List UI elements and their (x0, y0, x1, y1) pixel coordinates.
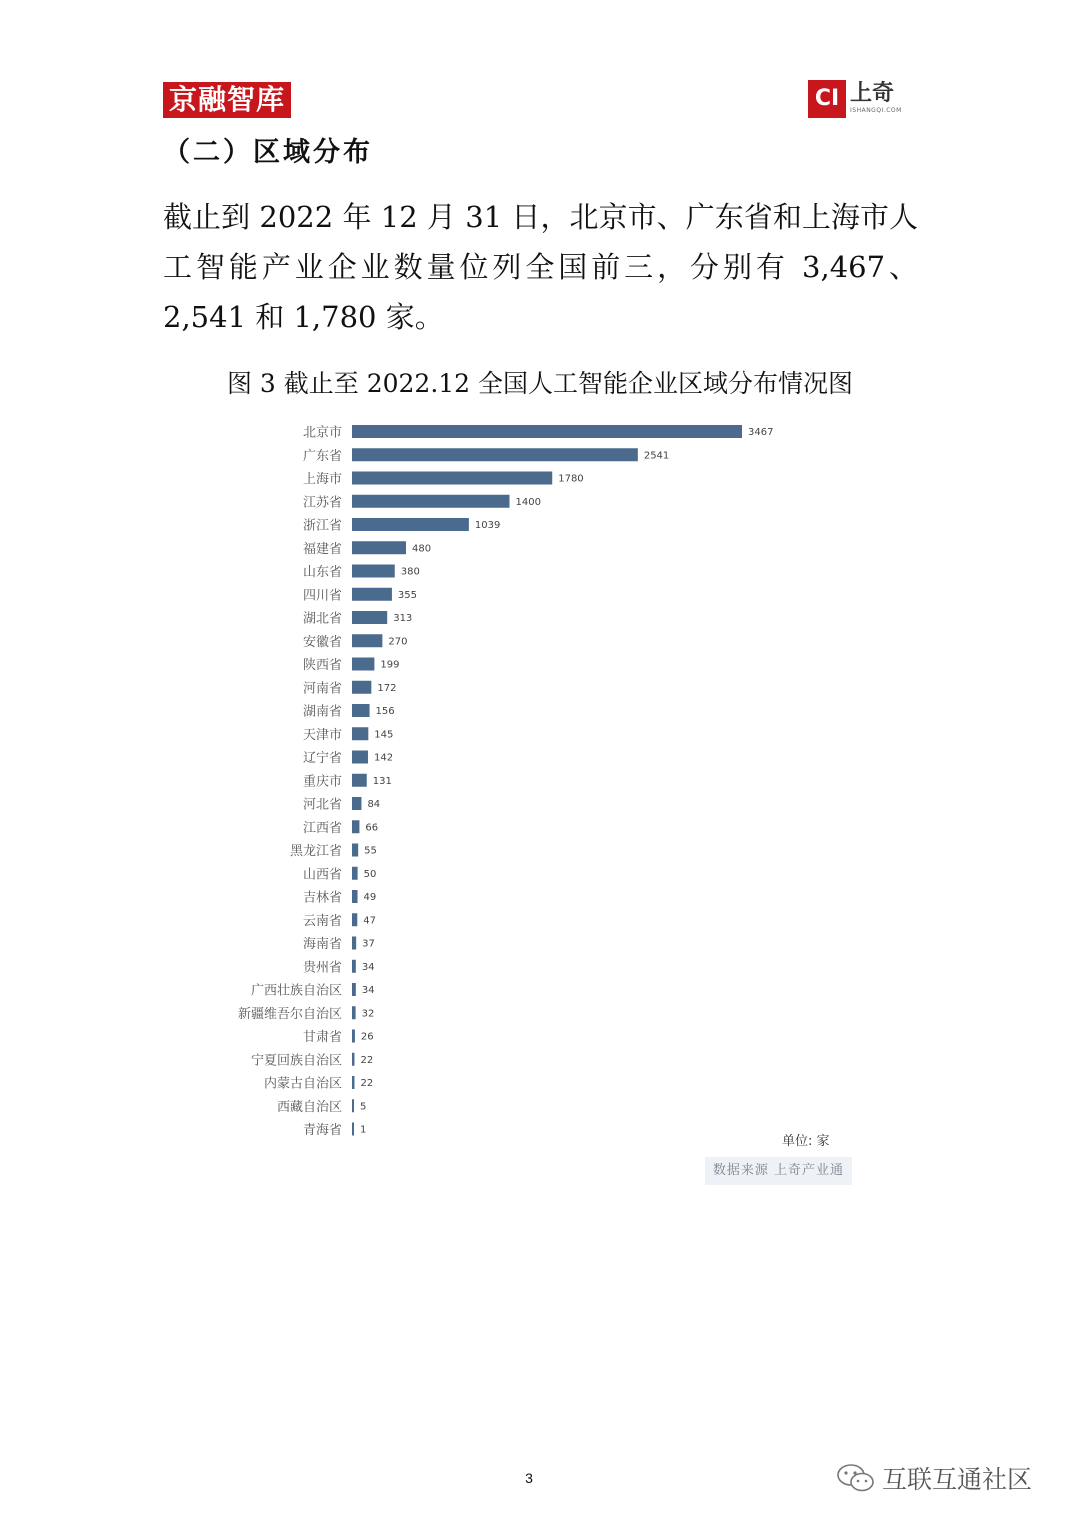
jingrong-logo: 京融智库 (163, 82, 291, 118)
bar (352, 588, 392, 601)
value-label: 156 (375, 706, 395, 717)
value-label: 131 (372, 775, 392, 787)
category-label: 辽宁省 (302, 751, 342, 766)
bar (352, 472, 552, 485)
category-label: 甘肃省 (302, 1030, 342, 1045)
bar (352, 541, 406, 554)
body-paragraph: 截止到 2022 年 12 月 31 日，北京市、广东省和上海市人工智能产业企业数量位列全国前三，分别有 3,467、2,541 和 1,780 家。 (163, 200, 918, 334)
value-label: 34 (361, 985, 375, 996)
bar (352, 495, 509, 508)
watermark-text: 互联互通社区 (882, 1465, 1033, 1494)
value-label: 2541 (643, 450, 670, 462)
value-label: 142 (373, 752, 394, 764)
value-label: 3467 (748, 427, 774, 438)
bar (352, 1006, 356, 1019)
category-label: 湖北省 (302, 611, 342, 627)
category-label: 吉林省 (302, 890, 342, 906)
category-label: 山西省 (302, 867, 342, 883)
value-label: 84 (367, 799, 381, 810)
bar (352, 867, 358, 880)
category-label: 重庆市 (302, 774, 342, 790)
category-label: 广东省 (302, 448, 342, 464)
value-label: 1039 (474, 520, 501, 531)
bar (352, 518, 469, 531)
value-label: 1400 (515, 496, 541, 508)
bar (352, 1123, 354, 1136)
value-label: 49 (363, 892, 377, 903)
category-label: 江西省 (302, 820, 342, 836)
value-label: 50 (363, 868, 377, 880)
value-label: 145 (374, 729, 394, 741)
value-label: 1780 (558, 473, 584, 485)
category-label: 湖南省 (302, 704, 342, 720)
category-label: 河北省 (302, 797, 342, 813)
bar (352, 983, 356, 996)
value-label: 32 (361, 1008, 375, 1020)
bar (352, 774, 367, 787)
watermark (836, 1460, 1032, 1496)
category-label: 天津市 (302, 727, 342, 743)
category-label: 黑龙江省 (289, 844, 342, 859)
unit-label: 单位: 家 (782, 1134, 830, 1149)
value-label: 55 (364, 845, 377, 857)
value-label: 5 (360, 1101, 367, 1113)
value-label: 66 (365, 822, 379, 834)
bar (352, 937, 356, 950)
category-label: 宁夏回族自治区 (250, 1053, 342, 1069)
bar (352, 681, 371, 694)
value-label: 172 (377, 682, 397, 694)
value-label: 47 (363, 915, 377, 927)
value-label: 22 (360, 1078, 374, 1089)
category-label: 云南省 (302, 913, 342, 929)
bar (352, 727, 368, 740)
category-label: 上海市 (302, 472, 342, 487)
category-label: 北京市 (302, 425, 342, 441)
bar (352, 1053, 354, 1066)
shangqi-logo-url: ISHANGQI.COM (850, 107, 902, 114)
category-label: 四川省 (302, 588, 342, 604)
value-label: 199 (380, 659, 400, 671)
category-label: 广西壮族自治区 (250, 983, 342, 999)
shangqi-logo-name: 上奇 (850, 81, 895, 106)
value-label: 355 (397, 589, 418, 601)
category-label: 山东省 (302, 565, 342, 580)
bar (352, 913, 357, 926)
figure-title: 图 3 截止至 2022.12 全国人工智能企业区域分布情况图 (226, 369, 854, 398)
bar (352, 1099, 354, 1112)
source-label: 数据来源 上奇产业通 (705, 1157, 852, 1185)
bar (352, 820, 359, 833)
category-label: 贵州省 (302, 960, 342, 976)
category-label: 青海省 (302, 1123, 342, 1138)
value-label: 1 (360, 1124, 367, 1136)
category-label: 福建省 (302, 541, 342, 557)
page-number: 3 (525, 1470, 533, 1486)
bar (352, 704, 370, 717)
value-label: 313 (393, 613, 413, 624)
value-label: 270 (388, 636, 408, 648)
bar (352, 658, 374, 671)
value-label: 26 (360, 1031, 374, 1043)
value-label: 380 (400, 566, 420, 578)
bar (352, 425, 742, 438)
bar (352, 797, 361, 810)
bar (352, 1076, 354, 1089)
category-label: 西藏自治区 (276, 1099, 342, 1115)
value-label: 480 (411, 543, 432, 555)
section-title: （二）区域分布 (163, 137, 373, 168)
bar (352, 634, 382, 647)
category-label: 陕西省 (302, 658, 342, 673)
category-label: 海南省 (302, 937, 342, 952)
value-label: 34 (361, 961, 375, 973)
bar (352, 844, 358, 857)
value-label: 37 (362, 938, 375, 950)
category-label: 浙江省 (302, 518, 342, 534)
bar (352, 960, 356, 973)
category-label: 新疆维吾尔自治区 (237, 1006, 342, 1022)
shangqi-logo-mark: CI (808, 80, 846, 118)
bar (352, 1030, 355, 1043)
category-label: 河南省 (302, 681, 342, 697)
bar (352, 611, 387, 624)
category-label: 内蒙古自治区 (263, 1076, 342, 1092)
bar (352, 890, 358, 903)
bar (352, 751, 368, 764)
bar (352, 448, 638, 461)
category-label: 江苏省 (302, 495, 342, 511)
category-label: 安徽省 (302, 634, 342, 650)
bar (352, 565, 395, 578)
value-label: 22 (360, 1054, 374, 1066)
wechat-icon (836, 1462, 876, 1494)
